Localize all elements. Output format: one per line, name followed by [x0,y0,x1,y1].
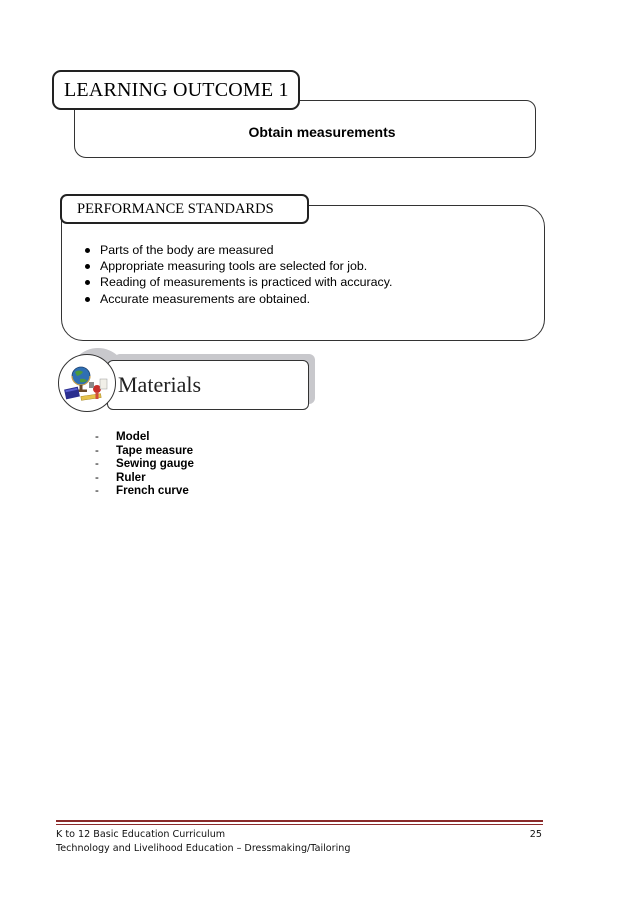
list-item: - Ruler [95,470,146,484]
performance-standards-list [84,242,392,307]
bullet-icon [85,297,90,302]
list-item: Reading of measurements is practiced with accuracy. [84,274,392,290]
materials-title-text: Materials [118,372,202,397]
bullet-icon [85,264,90,269]
learning-outcome-subtitle: Obtain measurements [248,124,396,140]
dash-bullet: - [95,484,99,498]
performance-standards-title-text: PERFORMANCE STANDARDS [77,200,274,217]
list-item: - Model [95,430,150,443]
footer-curriculum: K to 12 Basic Education Curriculum [56,829,226,840]
dash-bullet: - [95,443,99,457]
footer-rule [56,820,543,822]
dash-bullet: - [95,470,99,484]
list-item: Parts of the body are measured [84,242,392,258]
dash-bullet: - [95,430,99,443]
bullet-icon [85,280,90,285]
performance-standards-title [60,194,309,224]
list-item: - Sewing gauge [95,457,194,471]
page-number: 25 [529,829,542,840]
dash-bullet: - [95,457,99,471]
list-item: Accurate measurements are obtained. [84,291,392,307]
materials-list [95,430,194,498]
materials-title [107,360,309,410]
bullet-icon [85,248,90,253]
list-item: - Tape measure [95,443,194,457]
learning-outcome-title [52,70,300,110]
footer-subject: Technology and Livelihood Education – Dressmaking/Tailoring [56,843,351,854]
list-item: - French curve [95,484,189,498]
tools-globe-icon-graphic [59,355,115,411]
list-item: Appropriate measuring tools are selected for job. [84,258,392,274]
footer-rule-thin [56,824,543,825]
page-footer [56,828,543,856]
tools-globe-icon [58,354,116,412]
learning-outcome-title-text: LEARNING OUTCOME 1 [64,78,289,101]
